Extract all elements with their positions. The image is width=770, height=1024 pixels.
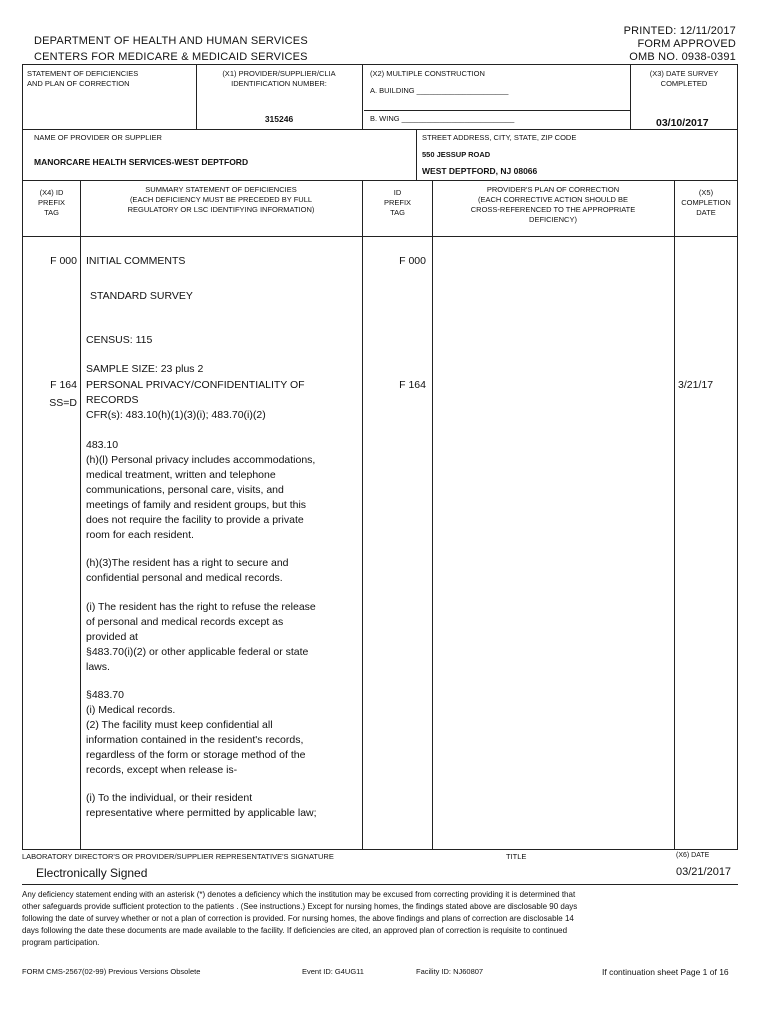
f164-id: F 164	[399, 379, 426, 391]
agency-name: CENTERS FOR MEDICARE & MEDICAID SERVICES	[34, 51, 308, 63]
address-line2: WEST DEPTFORD, NJ 08066	[422, 166, 538, 176]
x2-label: (X2) MULTIPLE CONSTRUCTION	[370, 69, 485, 78]
x6-date-label: (X6) DATE	[676, 852, 710, 859]
event-id: Event ID: G4UG11	[302, 967, 364, 976]
f164-scope: SS=D	[49, 397, 77, 409]
statement-label: STATEMENT OF DEFICIENCIES AND PLAN OF CORRECTION	[27, 69, 139, 88]
department-name: DEPARTMENT OF HEALTH AND HUMAN SERVICES	[34, 35, 308, 47]
sample-size: SAMPLE SIZE: 23 plus 2	[86, 363, 204, 375]
paragraph-483-10: 483.10 (h)(l) Personal privacy includes accommodations, medical treatment, written and telephone communications, personal care, visits, and meetings of family and resident groups, but this does not require the facility to provide a private room for each resident.	[86, 439, 316, 541]
x3-label: (X3) DATE SURVEY COMPLETED	[649, 69, 719, 88]
paragraph-h3: (h)(3)The resident has a right to secure and confidential personal and medical records.	[86, 557, 289, 584]
x4-header: (X4) ID PREFIX TAG	[37, 188, 66, 217]
signature-label: LABORATORY DIRECTOR'S OR PROVIDER/SUPPLIER REPRESENTATIVE'S SIGNATURE	[22, 852, 334, 861]
summary-header: SUMMARY STATEMENT OF DEFICIENCIES (EACH DEFICIENCY MUST BE PRECEDED BY FULL REGULATORY OR LSC IDENTIFYING INFORMATION)	[127, 185, 315, 214]
f164-tag: F 164	[50, 379, 77, 391]
provider-name: MANORCARE HEALTH SERVICES-WEST DEPTFORD	[34, 157, 249, 167]
f000-id: F 000	[399, 255, 426, 267]
f000-tag: F 000	[50, 255, 77, 267]
survey-completed-date: 03/10/2017	[656, 117, 709, 129]
provider-id: 315246	[264, 114, 294, 124]
page-indicator: If continuation sheet Page 1 of 16	[602, 967, 729, 977]
form-number: FORM CMS-2567(02-99) Previous Versions Obsolete	[22, 967, 201, 976]
omb-number: OMB NO. 0938-0391	[629, 51, 736, 63]
wing-label: B. WING ___________________________	[370, 114, 515, 123]
signature-date: 03/21/2017	[676, 866, 732, 878]
building-label: A. BUILDING ______________________	[370, 86, 509, 95]
disclaimer: Any deficiency statement ending with an asterisk (*) denotes a deficiency which the institution may be excused from correcting providing it is determined that other safeguards provide sufficient protection to the patients . (See instructions.) Except for nursing homes, the findings stated above are disclosable 90 days following the date of survey whether or not a plan of correction is provided. For nursing homes, the above findings and plans of correction are disclosable 14 days following the date these documents are made available to the facility. If deficiencies are cited, an approved plan of correction is requisite to continued program participation.	[22, 890, 578, 947]
signature-value: Electronically Signed	[36, 866, 148, 880]
f164-completion-date: 3/21/17	[678, 379, 714, 391]
f000-title: INITIAL COMMENTS	[86, 255, 186, 267]
title-label: TITLE	[506, 852, 527, 861]
form-approved: FORM APPROVED	[637, 38, 736, 50]
x1-label: (X1) PROVIDER/SUPPLIER/CLIA IDENTIFICATION NUMBER:	[222, 69, 336, 88]
printed-date: PRINTED: 12/11/2017	[623, 25, 736, 37]
f164-title: PERSONAL PRIVACY/CONFIDENTIALITY OF RECORDS CFR(s): 483.10(h)(1)(3)(i); 483.70(i)(2)	[86, 379, 305, 421]
address-label: STREET ADDRESS, CITY, STATE, ZIP CODE	[422, 133, 577, 142]
paragraph-i: (i) The resident has the right to refuse the release of personal and medical records except as provided at §483.70(i)(2) or other applicable federal or state laws.	[86, 601, 316, 673]
x5-header: (X5) COMPLETION DATE	[681, 188, 731, 217]
facility-id: Facility ID: NJ60807	[416, 967, 484, 976]
paragraph-release: (i) To the individual, or their resident representative where permitted by applicable law;	[86, 792, 317, 819]
standard-survey: STANDARD SURVEY	[90, 290, 193, 302]
census: CENSUS: 115	[86, 334, 153, 346]
id-header: ID PREFIX TAG	[383, 188, 412, 217]
provider-name-label: NAME OF PROVIDER OR SUPPLIER	[34, 133, 162, 142]
paragraph-483-70: §483.70 (i) Medical records. (2) The facility must keep confidential all information contained in the resident's records, regardless of the form or storage method of the records, except when release is-	[86, 689, 306, 776]
plan-header: PROVIDER'S PLAN OF CORRECTION (EACH CORRECTIVE ACTION SHOULD BE CROSS-REFERENCED TO THE APPROPRIATE DEFICIENCY)	[470, 185, 636, 224]
address-line1: 550 JESSUP ROAD	[422, 150, 491, 159]
